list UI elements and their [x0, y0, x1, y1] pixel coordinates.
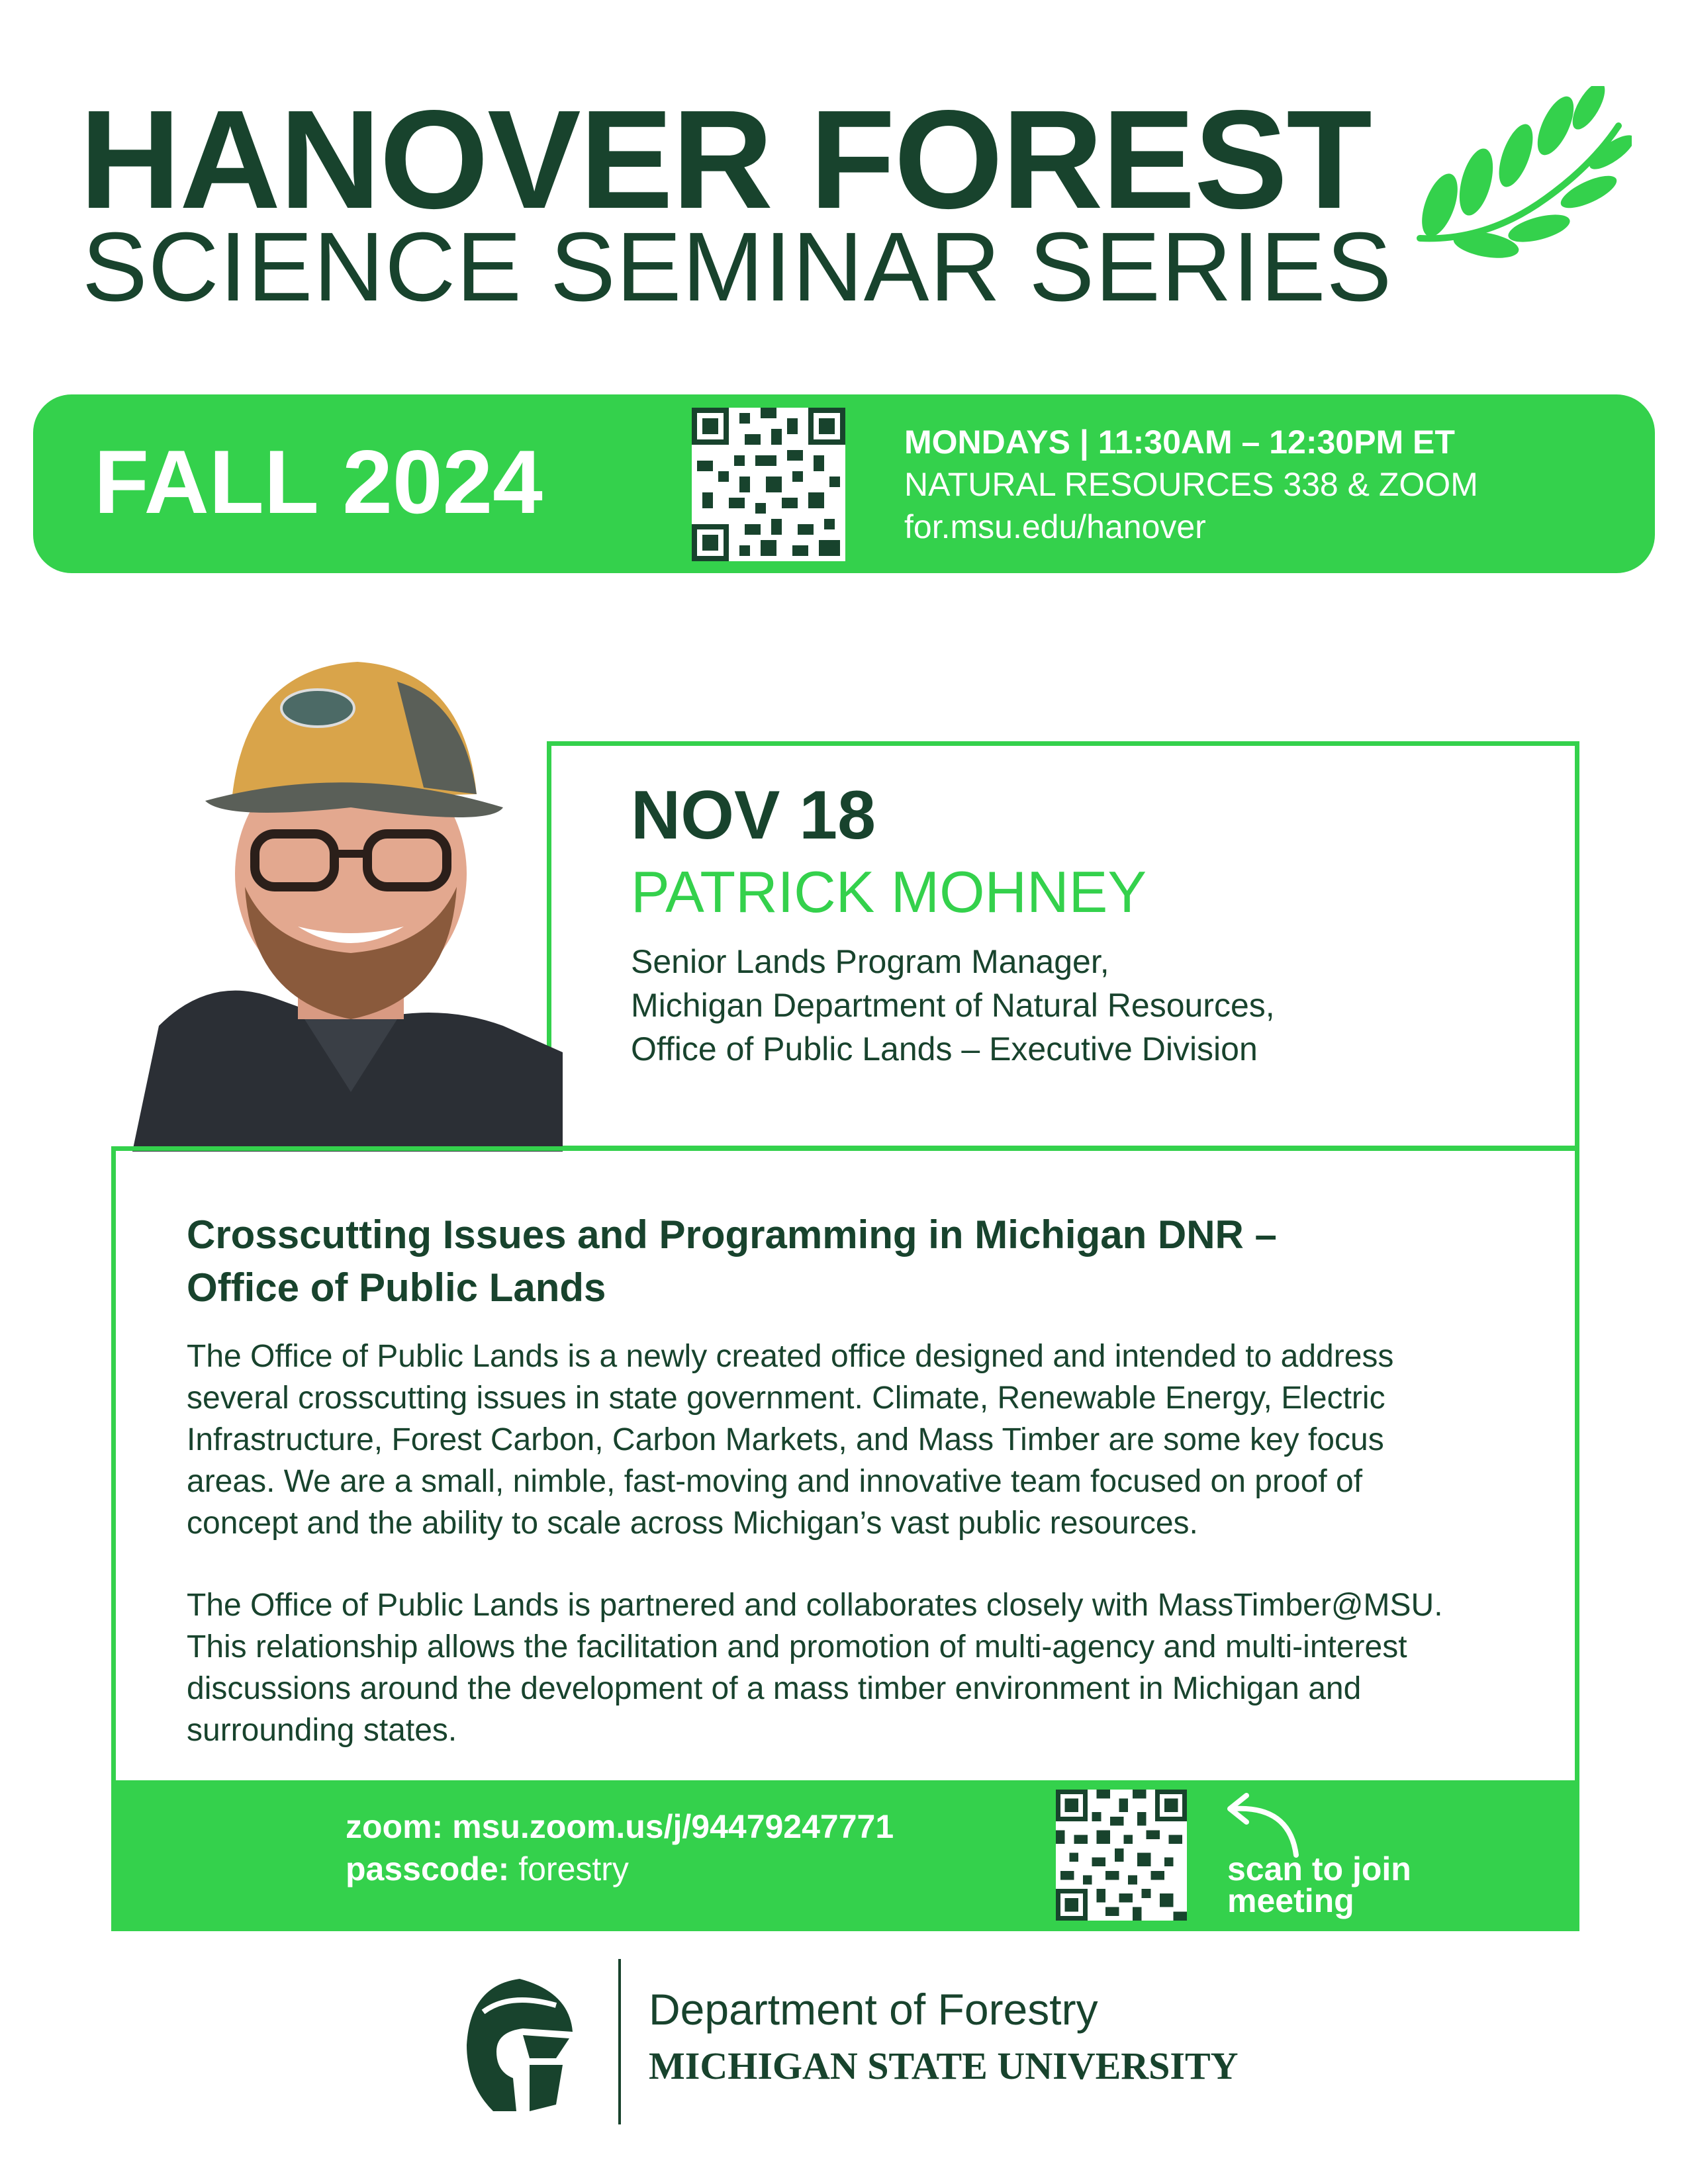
leaf-branch-icon	[1407, 86, 1632, 265]
abstract-line: areas. We are a small, nimble, fast-moving and innovative team focused on proof of	[187, 1464, 1363, 1499]
abstract-line: surrounding states.	[187, 1713, 457, 1748]
schedule-text: MONDAYS | 11:30AM – 12:30PM ET	[904, 424, 1455, 461]
zoom-bar	[111, 1780, 1579, 1931]
talk-title	[187, 1208, 1511, 1314]
spartan-helmet-icon	[457, 1972, 583, 2118]
affiliation-line: Senior Lands Program Manager,	[631, 943, 1109, 980]
qr-code-icon[interactable]	[692, 408, 845, 561]
scan-line: scan to join	[1227, 1850, 1411, 1888]
page-title: HANOVER FOREST	[79, 81, 1371, 238]
passcode-value: forestry	[518, 1850, 629, 1888]
department-name: Department of Forestry	[649, 1985, 1098, 2034]
speaker-affiliation	[631, 940, 1275, 1071]
banner-info	[904, 421, 1478, 548]
university-name: MICHIGAN STATE UNIVERSITY	[649, 2044, 1239, 2087]
footer-divider	[618, 1959, 621, 2124]
talk-title-line: Office of Public Lands	[187, 1265, 606, 1310]
curved-arrow-icon	[1217, 1792, 1309, 1858]
passcode-label: passcode:	[346, 1850, 510, 1888]
speaker-photo	[132, 629, 563, 1152]
talk-title-line: Crosscutting Issues and Programming in Michigan DNR –	[187, 1212, 1277, 1257]
abstract-line: several crosscutting issues in state government. Climate, Renewable Energy, Electric	[187, 1381, 1385, 1416]
abstract-line: This relationship allows the facilitation and promotion of multi-agency and multi-interest	[187, 1629, 1407, 1664]
abstract-paragraph	[187, 1584, 1676, 1751]
seminar-date: NOV 18	[631, 777, 876, 854]
zoom-label: zoom:	[346, 1808, 444, 1845]
location-text: NATURAL RESOURCES 338 & ZOOM	[904, 466, 1478, 503]
page-subtitle: SCIENCE SEMINAR SERIES	[82, 212, 1393, 322]
season-label: FALL 2024	[94, 432, 543, 532]
abstract-paragraph	[187, 1336, 1676, 1544]
season-banner	[33, 394, 1655, 573]
abstract-line: Infrastructure, Forest Carbon, Carbon Markets, and Mass Timber are some key focus	[187, 1422, 1384, 1457]
scan-instructions	[1227, 1850, 1411, 1919]
abstract-line: The Office of Public Lands is a newly created office designed and intended to address	[187, 1339, 1394, 1374]
qr-code-icon[interactable]	[1056, 1790, 1187, 1921]
zoom-info	[346, 1805, 894, 1890]
abstract-line: concept and the ability to scale across Michigan’s vast public resources.	[187, 1506, 1198, 1541]
abstract-line: The Office of Public Lands is partnered and collaborates closely with MassTimber@MSU.	[187, 1588, 1443, 1623]
scan-line: meeting	[1227, 1882, 1354, 1919]
website-link[interactable]: for.msu.edu/hanover	[904, 508, 1206, 545]
affiliation-line: Michigan Department of Natural Resources,	[631, 987, 1275, 1024]
speaker-name: PATRICK MOHNEY	[631, 859, 1147, 925]
abstract-line: discussions around the development of a mass timber environment in Michigan and	[187, 1671, 1362, 1706]
zoom-link[interactable]: msu.zoom.us/j/94479247771	[452, 1808, 894, 1845]
affiliation-line: Office of Public Lands – Executive Division	[631, 1030, 1258, 1068]
